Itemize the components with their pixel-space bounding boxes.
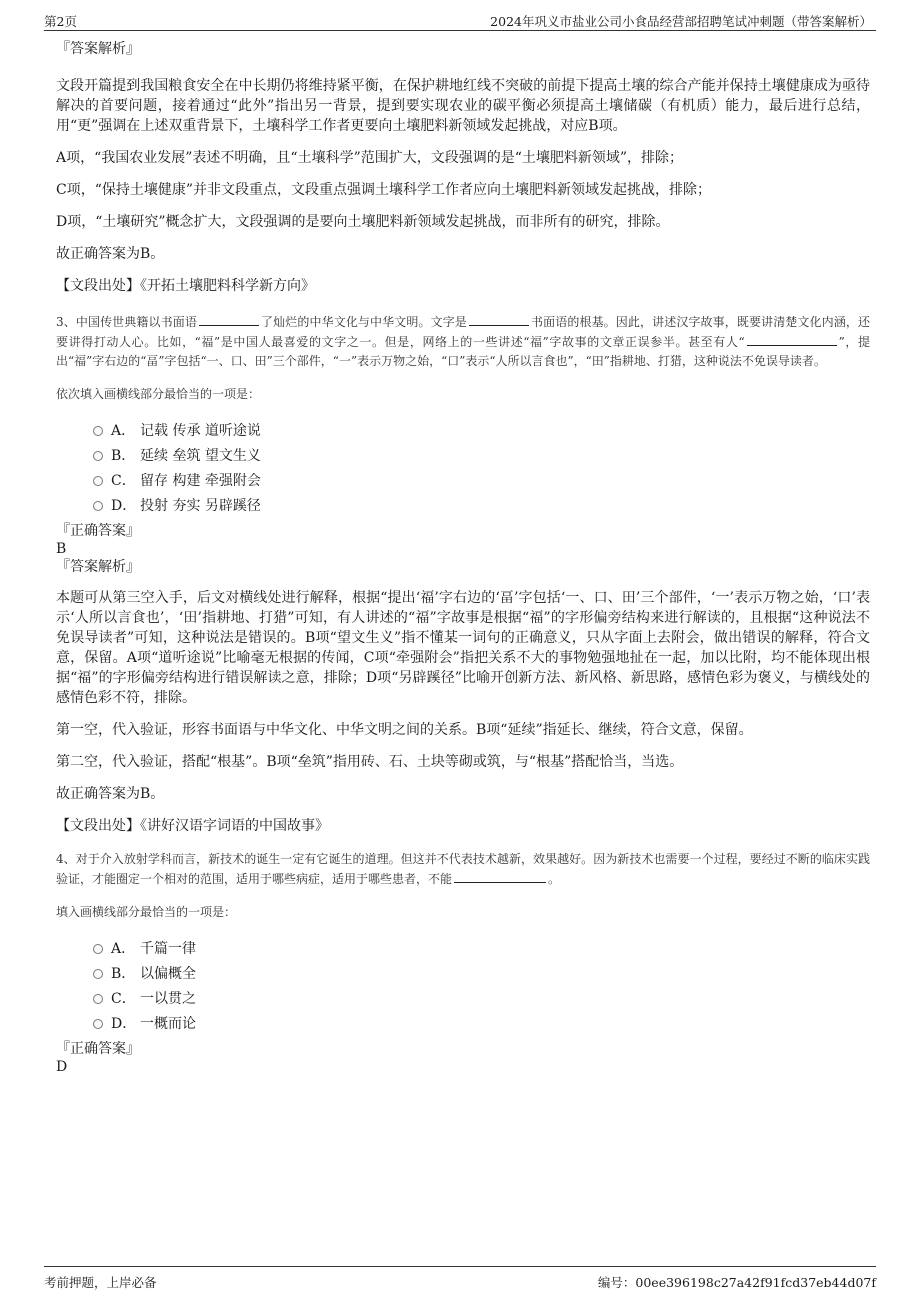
source-line bbox=[56, 816, 870, 836]
analysis-paragraph: D项，“土壤研究”概念扩大，文段强调的是要向土壤肥料新领域发起挑战，而非所有的研究，排除。 bbox=[56, 214, 670, 230]
source-title: 《开拓土壤肥料科学新方向》 bbox=[140, 278, 315, 294]
page-header bbox=[44, 10, 876, 31]
answer-conclusion: 故正确答案为B。 bbox=[56, 246, 165, 262]
source-line bbox=[56, 276, 870, 296]
correct-answer-label: 『正确答案』 bbox=[56, 523, 140, 539]
question-3-prompt: 依次填入画横线部分最恰当的一项是： bbox=[56, 387, 261, 401]
analysis-paragraph: 第二空，代入验证，搭配“根基”。B项“垒筑”指用砖、石、土块等砌或筑，与“根基”搭配恰当，当选。 bbox=[56, 754, 684, 770]
answer-blank bbox=[469, 312, 529, 326]
question-3-stem: 3、中国传世典籍以书面语 了灿烂的中华文化与中华文明。文字是 书面语的根基。因此，讲述汉字故事，既要讲清楚文化内涵，还要讲得打动人心。比如，“福”是中国人最喜爱的文字之一。但是，网络上的一些讲述“福”字故事的文章正误参半。甚至有人“ ”，提出“福”字右边的“畐”字包括“一、口、田”三个部件，“一”表示万物之始，“口”表示“人所以言食也”，“田”指耕地、打猎，这种说法不免误导读者。 bbox=[56, 312, 870, 371]
option-d[interactable]: D． 一概而论 bbox=[56, 1011, 870, 1036]
analysis-label: 『答案解析』 bbox=[56, 41, 140, 57]
analysis-paragraph: 第一空，代入验证，形容书面语与中华文化、中华文明之间的关系。B项“延续”指延长、继续，符合文意，保留。 bbox=[56, 722, 753, 738]
option-b[interactable]: B． 以偏概全 bbox=[56, 961, 870, 986]
question-4-stem: 4、对于介入放射学科而言，新技术的诞生一定有它诞生的道理。但这并不代表技术越新，效果越好。因为新技术也需要一个过程，要经过不断的临床实践验证，才能圈定一个相对的范围，适用于哪些病症，适用于哪些患者，不能 。 bbox=[56, 852, 870, 886]
question-4-prompt: 填入画横线部分最恰当的一项是： bbox=[56, 905, 237, 919]
source-label: 【文段出处】 bbox=[56, 278, 140, 294]
radio-icon[interactable] bbox=[93, 944, 103, 954]
option-b[interactable]: B． 延续 垒筑 望文生义 bbox=[56, 443, 870, 468]
document-title: 2024年巩义市盐业公司小食品经营部招聘笔试冲刺题（带答案解析） bbox=[490, 14, 872, 29]
analysis-label: 『答案解析』 bbox=[56, 559, 140, 575]
source-title: 《讲好汉语字词语的中国故事》 bbox=[140, 818, 329, 834]
correct-answer: D bbox=[56, 1059, 68, 1075]
page-footer bbox=[44, 1266, 876, 1289]
analysis-paragraph: 文段开篇提到我国粮食安全在中长期仍将维持紧平衡，在保护耕地红线不突破的前提下提高土壤的综合产能并保持土壤健康成为亟待解决的首要问题，接着通过“此外”指出另一背景，提到要实现农业的碳平衡必须提高土壤储碳（有机质）能力，最后进行总结，用“更”强调在上述双重背景下，土壤科学工作者更要向土壤肥料新领域发起挑战，对应B项。 bbox=[56, 78, 870, 134]
document-id: 编号：00ee396198c27a42f91fcd37eb44d07f bbox=[597, 1275, 876, 1290]
option-a[interactable]: A． 记载 传承 道听途说 bbox=[56, 418, 870, 443]
analysis-paragraph: A项，“我国农业发展”表述不明确，且“土壤科学”范围扩大，文段强调的是“土壤肥料新领域”，排除； bbox=[56, 150, 684, 166]
option-d[interactable]: D． 投射 夯实 另辟蹊径 bbox=[56, 493, 870, 518]
source-label: 【文段出处】 bbox=[56, 818, 140, 834]
radio-icon[interactable] bbox=[93, 501, 103, 511]
answer-blank bbox=[199, 312, 259, 326]
radio-icon[interactable] bbox=[93, 426, 103, 436]
question-3-options bbox=[56, 418, 870, 518]
footer-slogan: 考前押题，上岸必备 bbox=[44, 1275, 157, 1290]
answer-blank bbox=[454, 869, 546, 883]
option-a[interactable]: A． 千篇一律 bbox=[56, 936, 870, 961]
page-content bbox=[56, 40, 870, 1076]
question-4-options bbox=[56, 936, 870, 1036]
page-number: 第2页 bbox=[44, 14, 77, 29]
radio-icon[interactable] bbox=[93, 1019, 103, 1029]
answer-blank bbox=[747, 332, 837, 346]
correct-answer-label: 『正确答案』 bbox=[56, 1041, 140, 1057]
radio-icon[interactable] bbox=[93, 994, 103, 1004]
answer-conclusion: 故正确答案为B。 bbox=[56, 786, 165, 802]
radio-icon[interactable] bbox=[93, 451, 103, 461]
correct-answer: B bbox=[56, 541, 67, 557]
radio-icon[interactable] bbox=[93, 476, 103, 486]
analysis-paragraph: C项，“保持土壤健康”并非文段重点，文段重点强调土壤科学工作者应向土壤肥料新领域发起挑战，排除； bbox=[56, 182, 712, 198]
radio-icon[interactable] bbox=[93, 969, 103, 979]
analysis-paragraph: 本题可从第三空入手，后文对横线处进行解释，根据“提出‘福’字右边的‘畐’字包括‘一、口、田’三个部件，‘一’表示万物之始，‘口’表示‘人所以言食也’，‘田’指耕地、打猎”可知，有人讲述的“福”字故事是根据“福”的字形偏旁结构来进行解读的，且根据“这种说法不免误导读者”可知，这种说法是错误的。B项“望文生义”指不懂某一词句的正确意义，只从字面上去附会，做出错误的解释，符合文意，保留。A项“道听途说”比喻毫无根据的传闻，C项“牵强附会”指把关系不大的事物勉强地扯在一起，加以比附，均不能体现出根据“福”的字形偏旁结构进行错误解读之意，排除；D项“另辟蹊径”比喻开创新方法、新风格、新思路，感情色彩为褒义，与横线处的感情色彩不符，排除。 bbox=[56, 590, 870, 706]
option-c[interactable]: C． 一以贯之 bbox=[56, 986, 870, 1011]
option-c[interactable]: C． 留存 构建 牵强附会 bbox=[56, 468, 870, 493]
